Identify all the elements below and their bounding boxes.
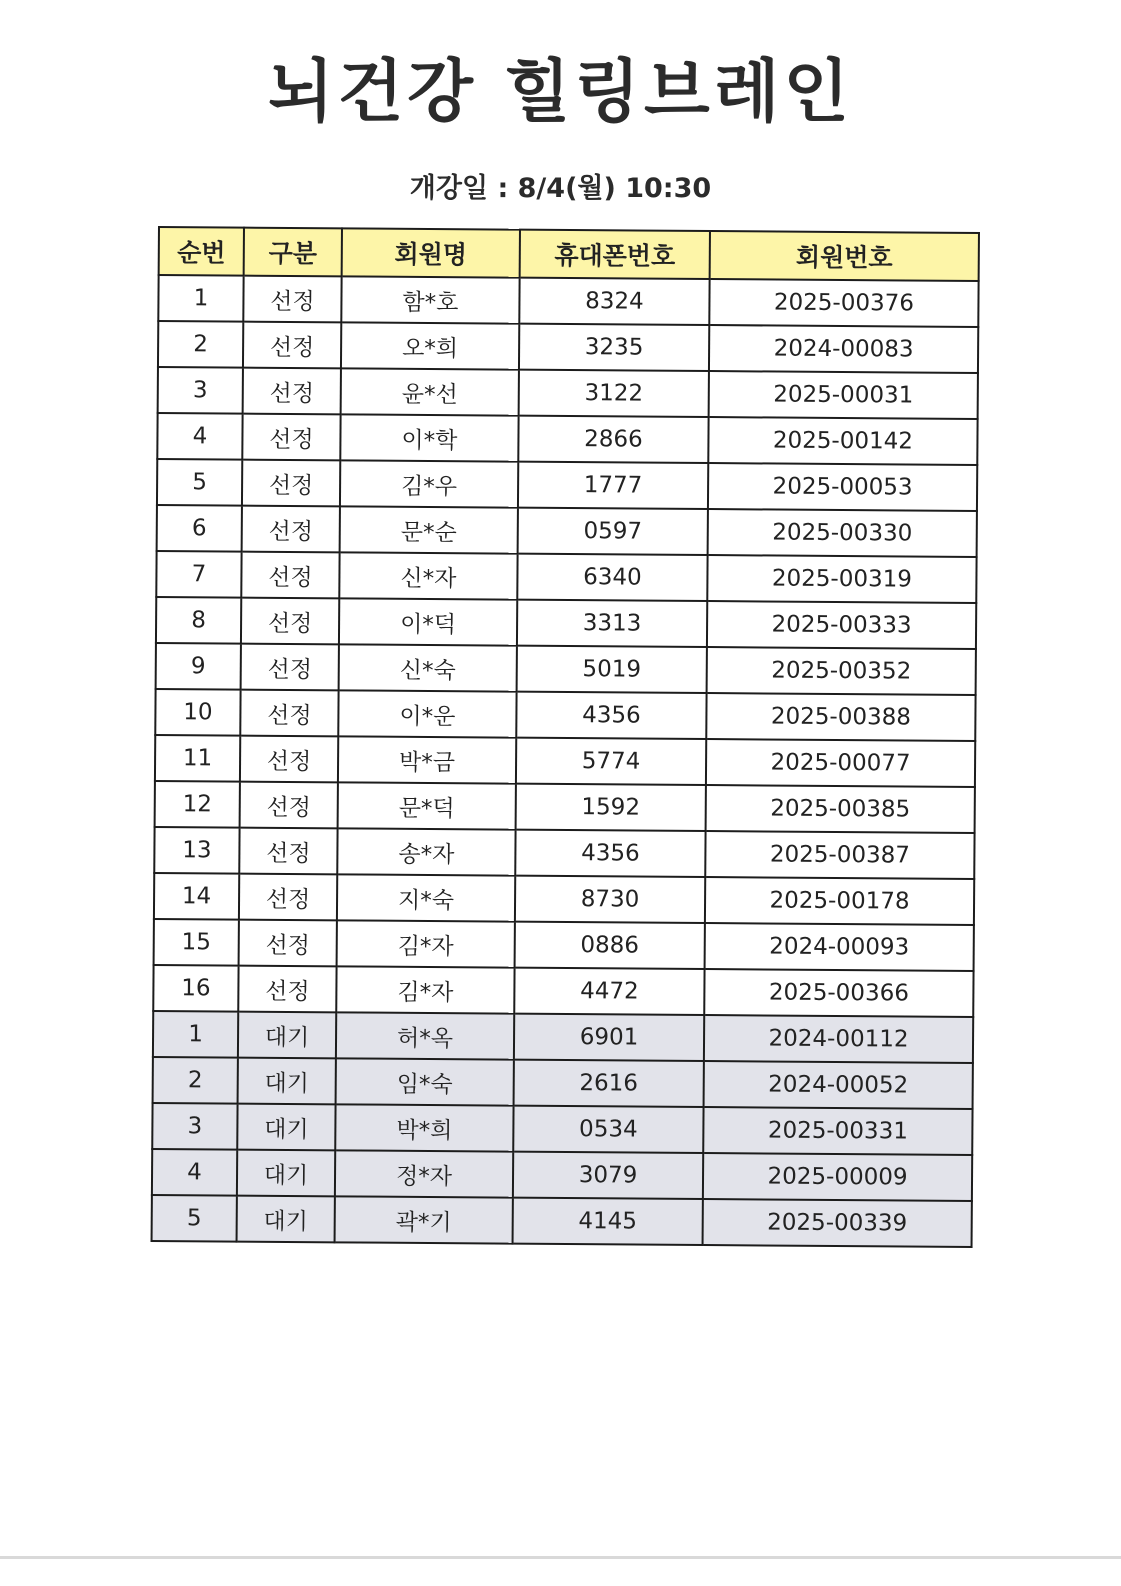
cell-name: 박*희: [335, 1104, 513, 1151]
cell-name: 임*숙: [336, 1058, 514, 1105]
cell-member-id: 2025-00387: [705, 831, 974, 879]
cell-member-id: 2025-00053: [708, 463, 977, 511]
cell-member-id: 2025-00142: [708, 417, 977, 465]
table-row: [154, 873, 974, 925]
cell-type: 선정: [242, 414, 340, 461]
table-row: [157, 505, 977, 557]
cell-member-id: 2025-00031: [709, 371, 978, 419]
cell-no: 9: [156, 643, 241, 690]
cell-name: 함*호: [341, 276, 519, 323]
cell-type: 대기: [237, 1150, 335, 1197]
cell-member-id: 2025-00319: [707, 555, 976, 603]
cell-name: 이*운: [338, 690, 516, 737]
cell-no: 2: [153, 1057, 238, 1104]
cell-phone: 0886: [515, 922, 705, 969]
cell-member-id: 2024-00083: [709, 325, 978, 373]
cell-name: 김*우: [340, 460, 518, 507]
cell-type: 대기: [237, 1104, 335, 1151]
cell-type: 선정: [239, 828, 337, 875]
cell-type: 대기: [238, 1058, 336, 1105]
cell-phone: 6340: [517, 554, 707, 601]
cell-no: 5: [157, 459, 242, 506]
cell-no: 14: [154, 873, 239, 920]
cell-member-id: 2025-00376: [709, 279, 978, 327]
cell-phone: 2616: [514, 1060, 704, 1107]
cell-no: 1: [153, 1011, 238, 1058]
table-row: [153, 965, 973, 1017]
table-row: [152, 1195, 972, 1247]
cell-phone: 3122: [519, 370, 709, 417]
cell-no: 7: [156, 551, 241, 598]
cell-phone: 4356: [515, 830, 705, 877]
table-header-row: [159, 227, 979, 281]
cell-phone: 4356: [516, 692, 706, 739]
cell-name: 김*자: [336, 966, 514, 1013]
cell-type: 선정: [239, 874, 337, 921]
cell-member-id: 2025-00331: [703, 1107, 972, 1155]
cell-member-id: 2025-00366: [704, 969, 973, 1017]
cell-type: 선정: [243, 276, 341, 323]
cell-phone: 8730: [515, 876, 705, 923]
cell-no: 2: [158, 321, 243, 368]
table-row: [152, 1149, 972, 1201]
cell-no: 12: [155, 781, 240, 828]
cell-no: 1: [158, 275, 243, 322]
cell-type: 선정: [242, 506, 340, 553]
cell-member-id: 2025-00339: [703, 1199, 972, 1247]
cell-phone: 6901: [514, 1014, 704, 1061]
column-header-type: 구분: [244, 228, 342, 277]
cell-phone: 1777: [518, 462, 708, 509]
cell-member-id: 2025-00388: [706, 693, 975, 741]
cell-member-id: 2024-00112: [704, 1015, 973, 1063]
cell-name: 정*자: [335, 1150, 513, 1197]
table-body: [152, 275, 979, 1247]
cell-member-id: 2025-00330: [708, 509, 977, 557]
cell-type: 선정: [243, 368, 341, 415]
opening-date: 개강일 : 8/4(월) 10:30: [409, 173, 712, 204]
cell-member-id: 2025-00077: [706, 739, 975, 787]
cell-name: 문*순: [340, 506, 518, 553]
cell-member-id: 2025-00009: [703, 1153, 972, 1201]
member-table: [151, 226, 980, 1248]
cell-type: 선정: [239, 920, 337, 967]
cell-no: 4: [152, 1149, 237, 1196]
cell-no: 4: [157, 413, 242, 460]
cell-phone: 5774: [516, 738, 706, 785]
table-row: [154, 919, 974, 971]
cell-type: 선정: [241, 644, 339, 691]
cell-name: 박*금: [338, 736, 516, 783]
cell-type: 선정: [242, 460, 340, 507]
cell-phone: 3313: [517, 600, 707, 647]
cell-phone: 8324: [519, 278, 709, 325]
member-table-container: [151, 226, 982, 1248]
table-row: [156, 597, 976, 649]
cell-member-id: 2025-00385: [706, 785, 975, 833]
table-row: [157, 413, 977, 465]
cell-no: 13: [154, 827, 239, 874]
cell-type: 선정: [241, 552, 339, 599]
table-row: [155, 689, 975, 741]
table-row: [155, 735, 975, 787]
table-row: [158, 367, 978, 419]
table-row: [156, 551, 976, 603]
cell-no: 5: [152, 1195, 237, 1242]
cell-no: 3: [152, 1103, 237, 1150]
cell-no: 11: [155, 735, 240, 782]
cell-no: 6: [157, 505, 242, 552]
table-row: [152, 1103, 972, 1155]
scan-edge-line: [0, 1556, 1121, 1559]
table-row: [156, 643, 976, 695]
table-row: [154, 827, 974, 879]
cell-name: 곽*기: [335, 1196, 513, 1243]
cell-name: 신*자: [339, 552, 517, 599]
cell-type: 선정: [238, 966, 336, 1013]
table-row: [153, 1057, 973, 1109]
cell-name: 오*희: [341, 322, 519, 369]
cell-member-id: 2025-00333: [707, 601, 976, 649]
column-header-member-id: 회원번호: [710, 231, 979, 281]
cell-type: 선정: [240, 690, 338, 737]
cell-name: 윤*선: [341, 368, 519, 415]
table-row: [158, 321, 978, 373]
cell-phone: 3079: [513, 1152, 703, 1199]
cell-name: 이*학: [340, 414, 518, 461]
column-header-name: 회원명: [342, 228, 520, 277]
cell-name: 김*자: [337, 920, 515, 967]
cell-member-id: 2025-00352: [707, 647, 976, 695]
table-row: [157, 459, 977, 511]
cell-no: 16: [153, 965, 238, 1012]
cell-phone: 3235: [519, 324, 709, 371]
cell-no: 15: [154, 919, 239, 966]
cell-no: 3: [158, 367, 243, 414]
cell-name: 송*자: [337, 828, 515, 875]
cell-member-id: 2024-00052: [704, 1061, 973, 1109]
cell-name: 지*숙: [337, 874, 515, 921]
cell-phone: 4472: [514, 968, 704, 1015]
cell-type: 선정: [241, 598, 339, 645]
cell-member-id: 2025-00178: [705, 877, 974, 925]
cell-type: 선정: [243, 322, 341, 369]
table-row: [155, 781, 975, 833]
cell-name: 문*덕: [338, 782, 516, 829]
cell-phone: 1592: [516, 784, 706, 831]
cell-no: 8: [156, 597, 241, 644]
cell-member-id: 2024-00093: [705, 923, 974, 971]
cell-type: 대기: [238, 1012, 336, 1059]
cell-name: 허*옥: [336, 1012, 514, 1059]
table-row: [158, 275, 978, 327]
column-header-phone: 휴대폰번호: [520, 230, 710, 279]
cell-name: 신*숙: [339, 644, 517, 691]
table-row: [153, 1011, 973, 1063]
cell-phone: 5019: [517, 646, 707, 693]
cell-phone: 2866: [518, 416, 708, 463]
cell-phone: 0534: [513, 1106, 703, 1153]
cell-type: 선정: [240, 736, 338, 783]
page-title: 뇌건강 힐링브레인: [267, 53, 854, 132]
cell-type: 선정: [240, 782, 338, 829]
cell-phone: 4145: [513, 1198, 703, 1245]
column-header-no: 순번: [159, 227, 244, 276]
cell-name: 이*덕: [339, 598, 517, 645]
cell-no: 10: [155, 689, 240, 736]
cell-phone: 0597: [518, 508, 708, 555]
cell-type: 대기: [237, 1196, 335, 1243]
